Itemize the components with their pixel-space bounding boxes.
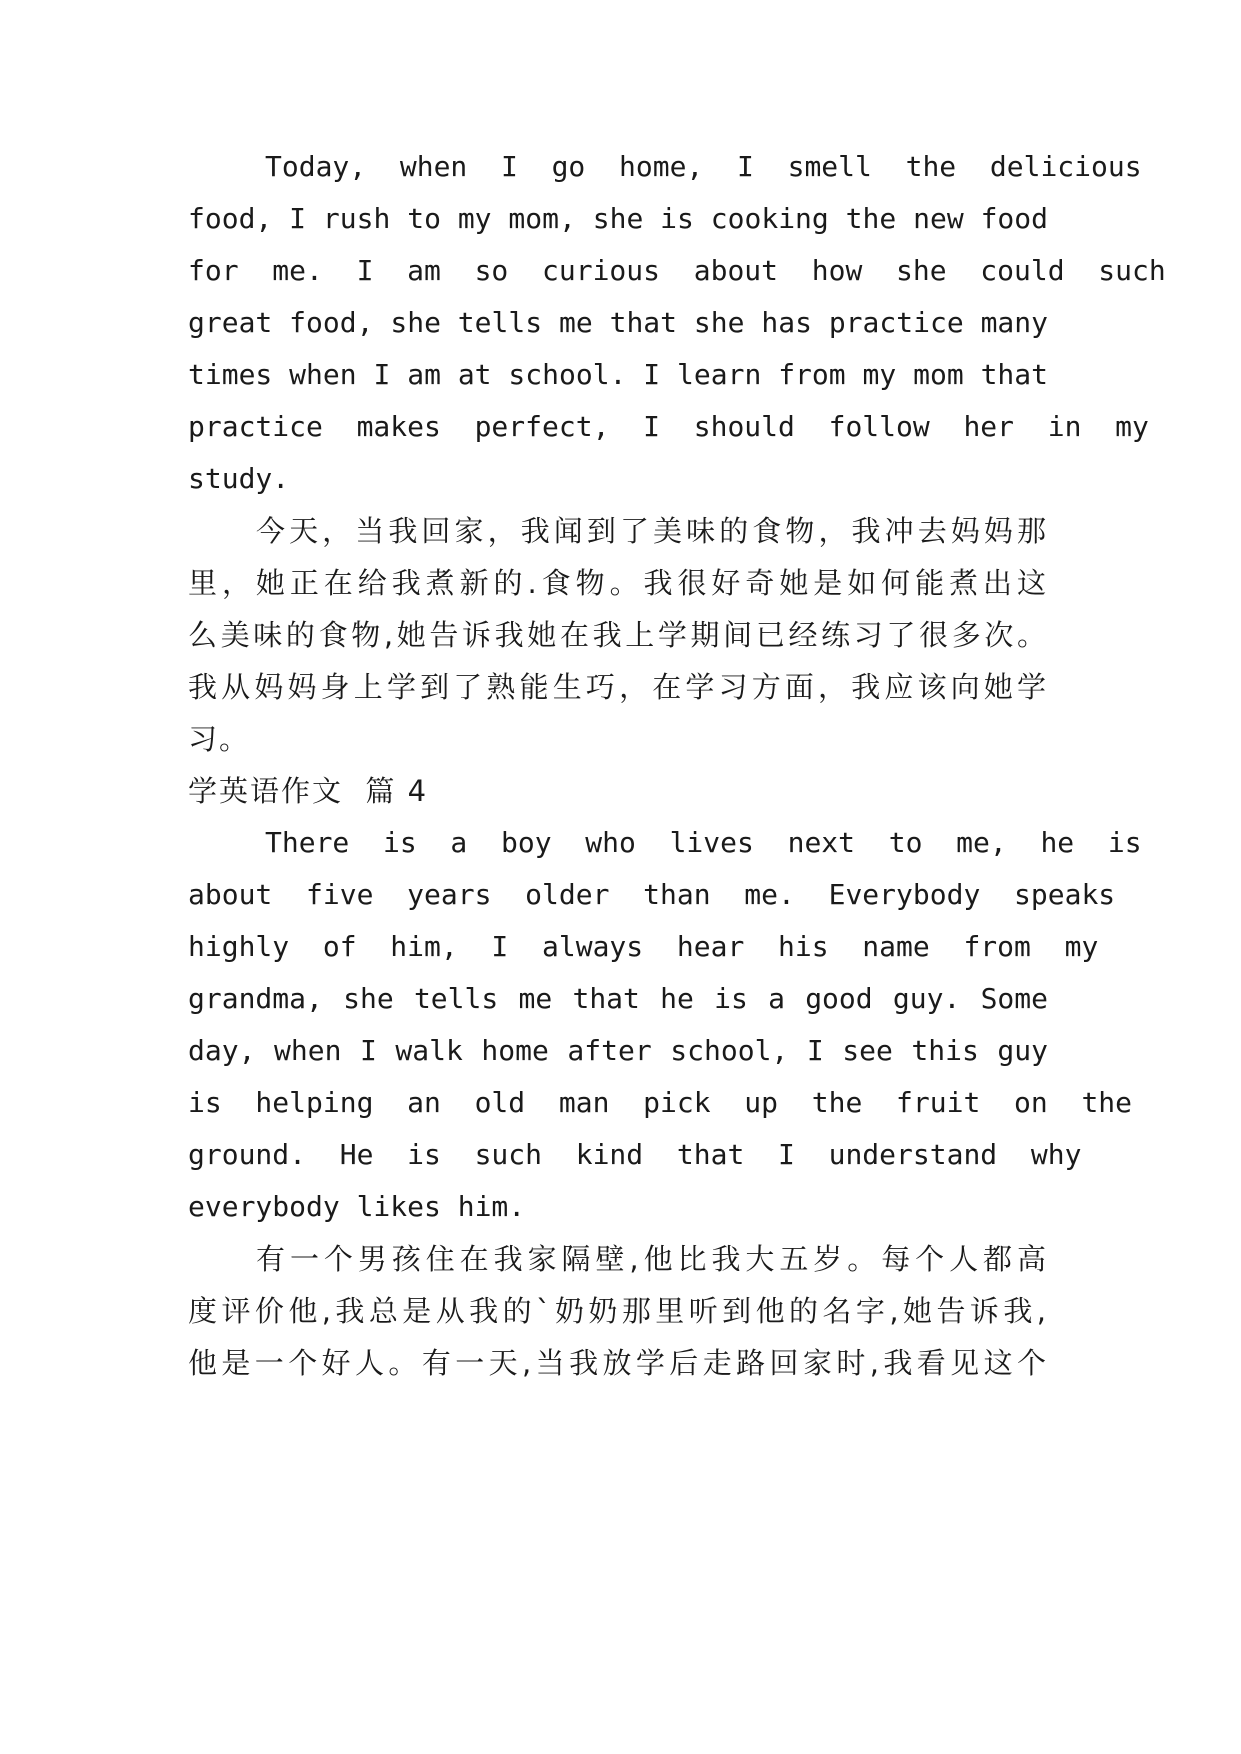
paragraph-en-1-line: practice makes perfect, I should follow her in my xyxy=(188,410,1149,443)
paragraph-zh-1-line: 我从妈妈身上学到了熟能生巧，在学习方面，我应该向她学 xyxy=(188,670,1048,704)
paragraph-en-1-line: great food, she tells me that she has practice many xyxy=(188,306,1048,339)
paragraph-en-2-line: day, when I walk home after school, I see this guy xyxy=(188,1034,1048,1067)
paragraph-en-1-line: for me. I am so curious about how she could such xyxy=(188,254,1166,287)
paragraph-zh-2-line: 度评价他,我总是从我的`奶奶那里听到他的名字,她告诉我, xyxy=(188,1294,1048,1328)
paragraph-zh-1-line: 习。 xyxy=(188,722,251,756)
paragraph-en-2-line: highly of him, I always hear his name from my xyxy=(188,930,1099,963)
paragraph-zh-1-line: 今天，当我回家，我闻到了美味的食物，我冲去妈妈那 xyxy=(256,514,1048,548)
paragraph-en-1-line: food, I rush to my mom, she is cooking the new food xyxy=(188,202,1048,235)
paragraph-en-1-line: times when I am at school. I learn from my mom that xyxy=(188,358,1048,391)
paragraph-en-1-line: Today, when I go home, I smell the delicious xyxy=(265,150,1142,183)
paragraph-zh-2-line: 他是一个好人。有一天,当我放学后走路回家时,我看见这个 xyxy=(188,1346,1048,1380)
paragraph-en-1-line: study. xyxy=(188,462,290,495)
paragraph-en-2-line: grandma, she tells me that he is a good guy. Some xyxy=(188,982,1048,1015)
paragraph-zh-1-line: 么美味的食物,她告诉我她在我上学期间已经练习了很多次。 xyxy=(188,618,1048,652)
paragraph-en-2-line: everybody likes him. xyxy=(188,1190,526,1223)
paragraph-en-2-line: ground. He is such kind that I understand why xyxy=(188,1138,1082,1171)
paragraph-zh-1-line: 里，她正在给我煮新的.食物。我很好奇她是如何能煮出这 xyxy=(188,566,1048,600)
section-heading: 学英语作文 篇 4 xyxy=(188,774,429,808)
paragraph-en-2-line: about five years older than me. Everybody speaks xyxy=(188,878,1116,911)
paragraph-zh-2-line: 有一个男孩住在我家隔壁,他比我大五岁。每个人都高 xyxy=(256,1242,1048,1276)
paragraph-en-2-line: There is a boy who lives next to me, he is xyxy=(265,826,1142,859)
paragraph-en-2-line: is helping an old man pick up the fruit on the xyxy=(188,1086,1133,1119)
